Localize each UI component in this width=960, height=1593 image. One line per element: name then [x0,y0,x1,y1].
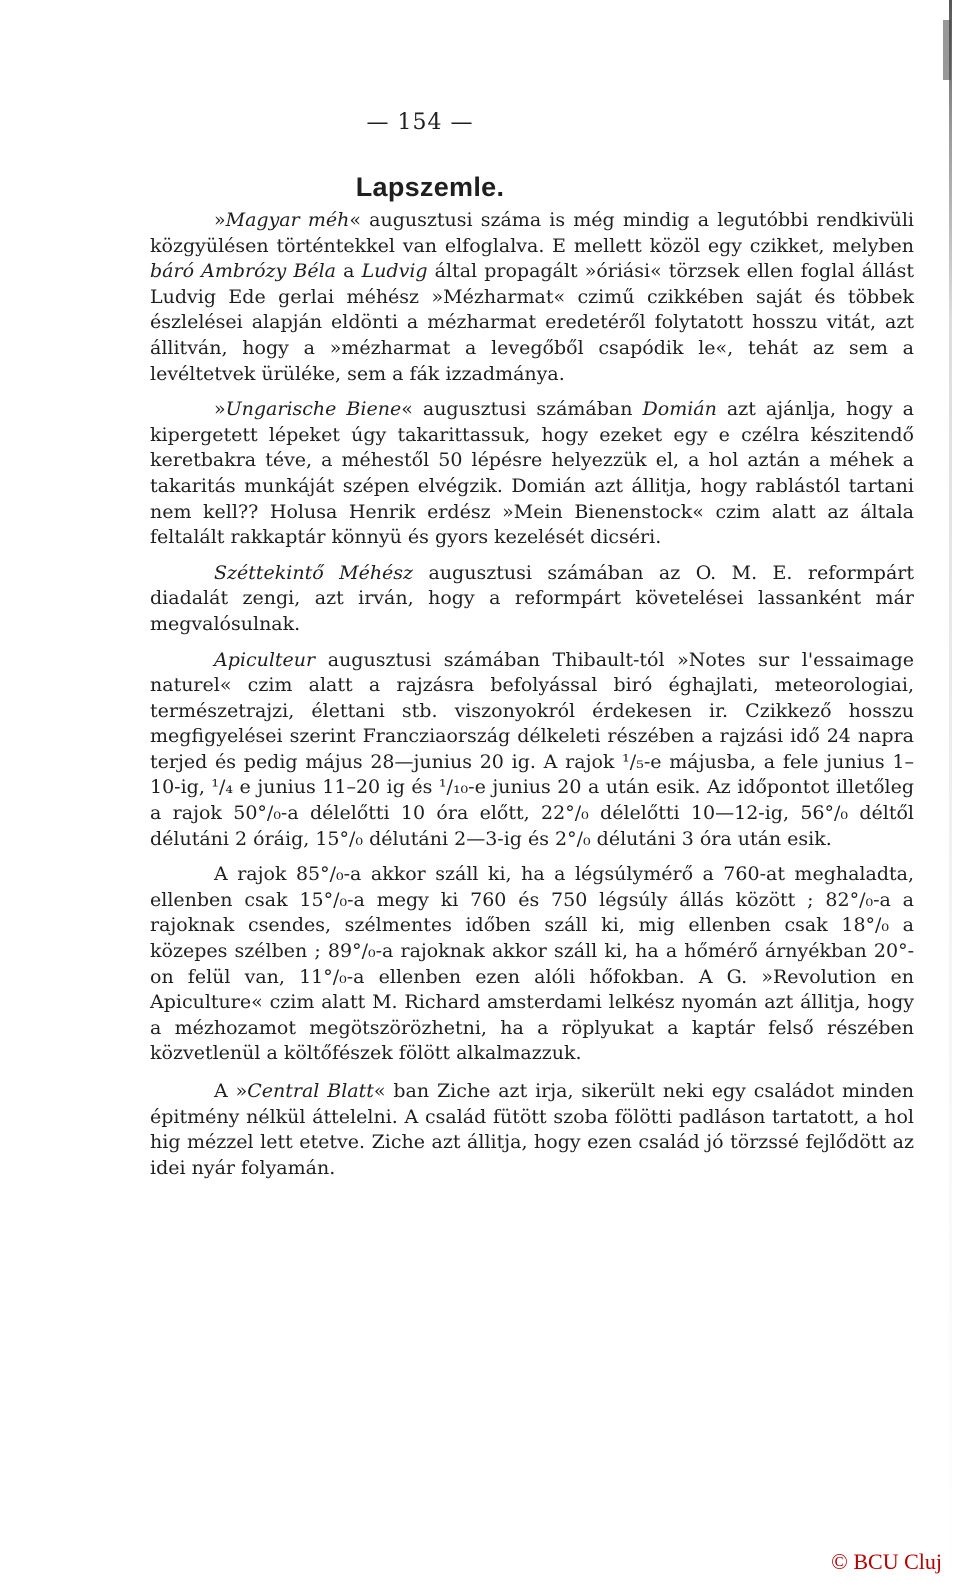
text-segment: augusztusi számában az O. M. E. reformpárt diadalát zengi, azt irván, hogy a reformpárt követelései lassanként már megvalósulnak. [150,561,914,635]
library-watermark: © BCU Cluj [831,1549,942,1574]
paragraph-szettekinto-mehesz [150,561,914,638]
page-number: — 154 — [366,110,474,135]
text-segment: » [214,209,226,231]
paragraph-magyar-meh [150,208,914,387]
page-edge-shadow [949,0,952,1593]
text-segment: augusztusi számában Thibault-tól »Notes sur l'essaimage naturel« czim alatt a rajzásra befolyással biró éghajlati, meteorologiai, természetrajzi, élettani stb. viszonyokról érdekesen ir. Czikkező hosszu megfigyelései szerint Francziaország délkeleti részében a rajzási idő 24 napra terjed és pedig május 28—junius 20 ig. A rajok ¹/₅-e májusba, a fele junius 1–10-ig, ¹/₄ e junius 11–20 ig és ¹/₁₀-e junius 20 a után esik. Az időpontot illetőleg a rajok 50°/₀-a délelőtti 10 óra előtt, 22°/₀ délelőtti 10—12-ig, 56°/₀ déltől délutáni 2 óráig, 15°/₀ délutáni 2—3-ig és 2°/₀ délutáni 3 óra után esik. [150,648,914,850]
article-body [150,208,914,1191]
italic-title-segment: Széttekintő Méhész [214,561,414,584]
text-segment: A rajok 85°/₀-a akkor száll ki, ha a légsúlymérő a 760-at meghaladta, ellenben csak 15°/₀-a megy ki 760 és 750 légsúly állás között ; 82°/₀-a a rajoknak csendes, szélmentes időben száll ki, mig ellenben csak 18°/₀ a közepes szélben ; 89°/₀-a rajoknak akkor száll ki, ha a hőmérő árnyékban 20°-on felül van, 11°/₀-a ellenben ezen alóli hőfokban. A G. »Revolution en Apiculture« czim alatt M. Richard amsterdami lelkész nyomán azt állitja, hogy a mézhozamot megötszörözhetni, ha a röplyukat a kaptár felső részében közvetlenül a költőfészek fölött alkalmazzuk. [150,863,914,1065]
text-segment: a [336,260,362,283]
text-segment: A » [214,1080,248,1102]
italic-title-segment: Ungarische Biene [225,398,402,421]
text-segment: « augusztusi száma is még mindig a legutóbbi rendkivüli közgyülésen történtekkel van elfoglalva. E mellett közöl egy czikket, melyben [150,209,914,257]
italic-title-segment: báró Ambrózy Béla [150,260,337,283]
italic-title-segment: Central Blatt [247,1080,374,1102]
paragraph-apiculteur [150,648,914,853]
text-segment: « ban Ziche azt irja, sikerült neki egy családot minden épitmény nélkül áttelelni. A család fütött szoba fölötti padláson tartatott, a hol hig mézzel lett etetve. Ziche azt állitja, hogy ezen család jó törzssé fejlődött az idei nyár folyamán. [150,1080,914,1179]
text-segment: » [214,398,226,421]
italic-title-segment: Ludvig [361,260,428,283]
italic-title-segment: Apiculteur [214,648,316,671]
paragraph-ungarische-biene [150,397,914,551]
paragraph-rajok-statistics [150,862,914,1067]
paragraph-central-blatt [150,1079,914,1181]
text-segment: « augusztusi számában [401,398,643,421]
text-segment: által propagált »óriási« törzsek ellen foglal állást Ludvig Ede gerlai méhész »Mézharmat« czimű czikkében saját és többek észlelései alapján eldönti a mézharmat eredetéről folytatott hosszu vitát, azt állitván, hogy a »mézharmat a levegőből csapódik le«, tehát az sem a levéltetvek ürüléke, sem a fák izzadmánya. [150,260,914,385]
italic-title-segment: Domián [642,398,717,421]
text-segment: azt ajánlja, hogy a kipergetett lépeket úgy takarittassuk, hogy ezeket egy e czélra készitendő keretbakra téve, a méhestől 50 lépésre helyezzük el, a hol aztán a méhek a takaritás munkáját szépen elvégzik. Domián azt állitja, hogy rablástól tartani nem kell?? Holusa Henrik erdész »Mein Bienenstock« czim alatt az általa feltalált rakkaptár könnyü és gyors kezelését dicséri. [150,398,915,549]
page-edge-mark [943,20,951,80]
section-heading: Lapszemle. [355,172,505,202]
italic-title-segment: Magyar méh [225,209,350,231]
